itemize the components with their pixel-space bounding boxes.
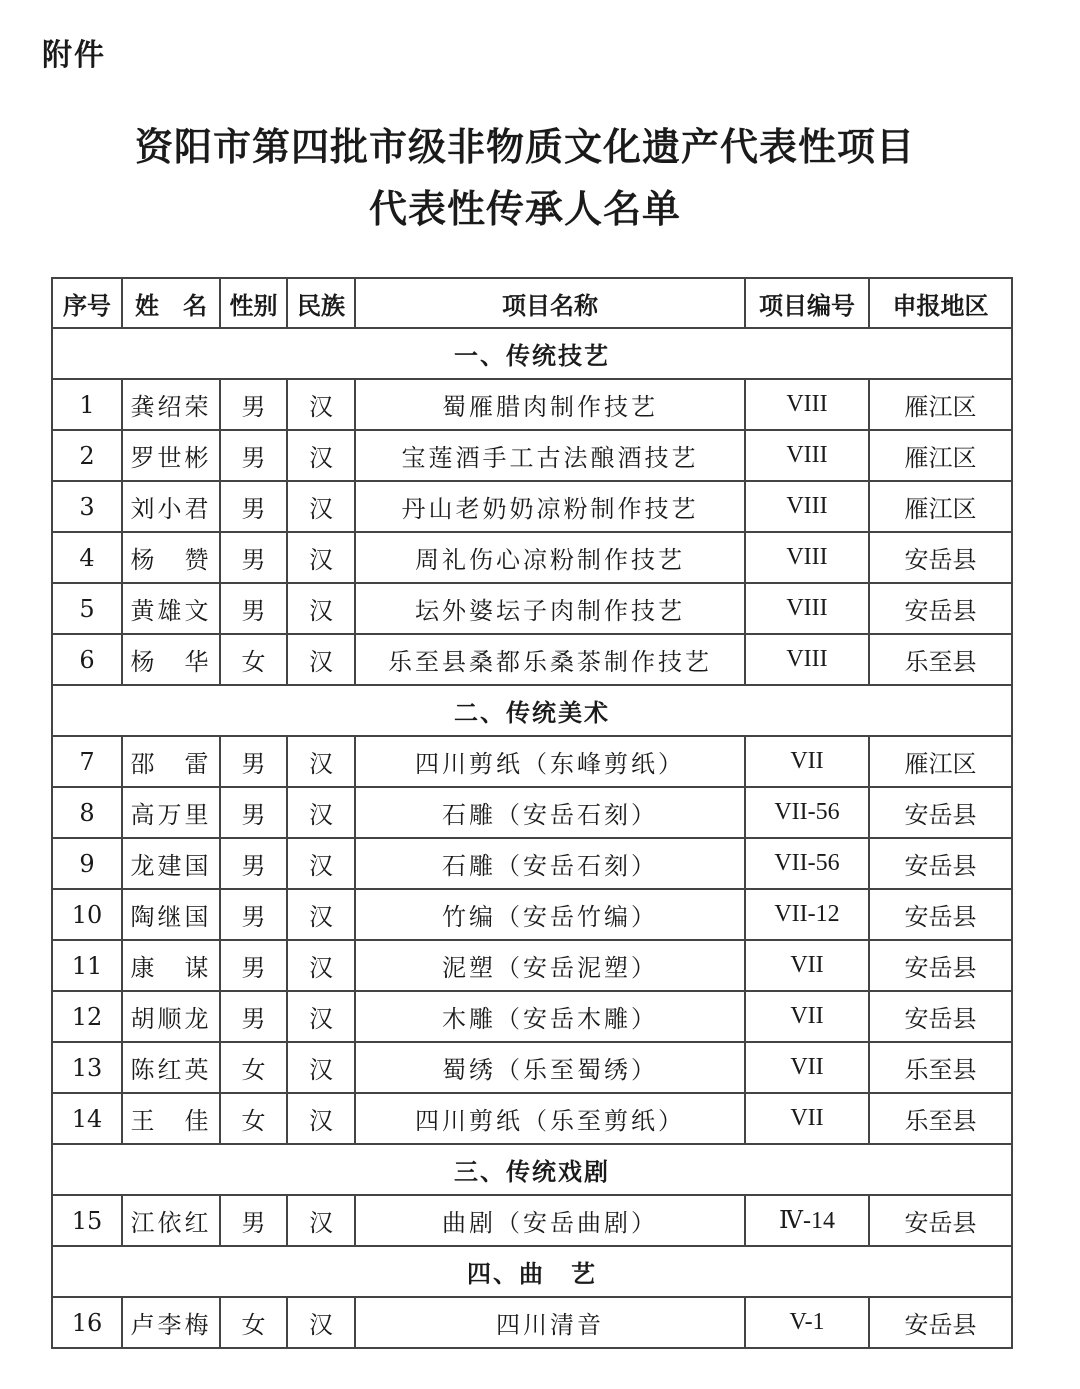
cell-number: 7 [52, 736, 122, 787]
cell-gender: 女 [220, 634, 287, 685]
cell-region: 乐至县 [869, 1042, 1012, 1093]
column-header-ethnicity: 民族 [287, 278, 355, 328]
cell-name: 刘小君 [122, 481, 220, 532]
cell-number: 5 [52, 583, 122, 634]
cell-gender: 女 [220, 1297, 287, 1348]
cell-project: 四川剪纸（乐至剪纸） [355, 1093, 745, 1144]
table-row [52, 430, 1012, 481]
cell-region: 安岳县 [869, 583, 1012, 634]
cell-number: 16 [52, 1297, 122, 1348]
cell-code: VIII [745, 532, 869, 583]
cell-project: 曲剧（安岳曲剧） [355, 1195, 745, 1246]
cell-gender: 男 [220, 736, 287, 787]
table-row [52, 1093, 1012, 1144]
cell-code: VII [745, 991, 869, 1042]
category-row [52, 685, 1012, 736]
cell-project: 乐至县桑都乐桑茶制作技艺 [355, 634, 745, 685]
cell-region: 安岳县 [869, 940, 1012, 991]
cell-code: VII-12 [745, 889, 869, 940]
cell-project: 四川清音 [355, 1297, 745, 1348]
cell-code: VII-56 [745, 838, 869, 889]
cell-name: 王 佳 [122, 1093, 220, 1144]
cell-number: 4 [52, 532, 122, 583]
table-row [52, 787, 1012, 838]
cell-gender: 男 [220, 889, 287, 940]
cell-project: 石雕（安岳石刻） [355, 787, 745, 838]
cell-gender: 女 [220, 1093, 287, 1144]
cell-project: 木雕（安岳木雕） [355, 991, 745, 1042]
table-row [52, 1042, 1012, 1093]
cell-code: VIII [745, 634, 869, 685]
cell-project: 蜀绣（乐至蜀绣） [355, 1042, 745, 1093]
cell-region: 雁江区 [869, 736, 1012, 787]
cell-region: 安岳县 [869, 838, 1012, 889]
cell-code: VII [745, 736, 869, 787]
cell-ethnicity: 汉 [287, 1042, 355, 1093]
cell-name: 卢李梅 [122, 1297, 220, 1348]
cell-gender: 男 [220, 379, 287, 430]
cell-gender: 男 [220, 583, 287, 634]
cell-gender: 男 [220, 1195, 287, 1246]
category-row [52, 328, 1012, 379]
column-header-project: 项目名称 [355, 278, 745, 328]
cell-name: 高万里 [122, 787, 220, 838]
cell-project: 四川剪纸（东峰剪纸） [355, 736, 745, 787]
cell-ethnicity: 汉 [287, 532, 355, 583]
table-row [52, 1195, 1012, 1246]
cell-region: 安岳县 [869, 1195, 1012, 1246]
document-title-line2: 代表性传承人名单 [368, 186, 681, 231]
cell-gender: 女 [220, 1042, 287, 1093]
cell-number: 9 [52, 838, 122, 889]
cell-ethnicity: 汉 [287, 838, 355, 889]
cell-project: 泥塑（安岳泥塑） [355, 940, 745, 991]
cell-ethnicity: 汉 [287, 889, 355, 940]
cell-ethnicity: 汉 [287, 634, 355, 685]
table-header-row [52, 278, 1012, 328]
cell-code: VIII [745, 583, 869, 634]
cell-name: 杨 华 [122, 634, 220, 685]
column-header-name: 姓 名 [122, 278, 220, 328]
table-row [52, 634, 1012, 685]
cell-ethnicity: 汉 [287, 940, 355, 991]
category-title: 一、传统技艺 [52, 328, 1012, 379]
cell-code: VIII [745, 430, 869, 481]
column-header-gender: 性别 [220, 278, 287, 328]
cell-number: 15 [52, 1195, 122, 1246]
cell-number: 10 [52, 889, 122, 940]
cell-ethnicity: 汉 [287, 481, 355, 532]
cell-region: 安岳县 [869, 889, 1012, 940]
table-row [52, 991, 1012, 1042]
table-row [52, 481, 1012, 532]
cell-region: 雁江区 [869, 481, 1012, 532]
cell-ethnicity: 汉 [287, 736, 355, 787]
cell-region: 安岳县 [869, 787, 1012, 838]
cell-number: 13 [52, 1042, 122, 1093]
cell-ethnicity: 汉 [287, 1093, 355, 1144]
cell-name: 胡顺龙 [122, 991, 220, 1042]
category-title: 四、曲 艺 [52, 1246, 1012, 1297]
cell-gender: 男 [220, 940, 287, 991]
cell-region: 安岳县 [869, 1297, 1012, 1348]
cell-number: 14 [52, 1093, 122, 1144]
table-row [52, 583, 1012, 634]
cell-region: 安岳县 [869, 532, 1012, 583]
cell-code: Ⅳ-14 [745, 1195, 869, 1246]
cell-code: VII [745, 1042, 869, 1093]
cell-project: 宝莲酒手工古法酿酒技艺 [355, 430, 745, 481]
cell-gender: 男 [220, 532, 287, 583]
cell-code: VII [745, 1093, 869, 1144]
cell-project: 竹编（安岳竹编） [355, 889, 745, 940]
cell-number: 1 [52, 379, 122, 430]
table-row [52, 838, 1012, 889]
cell-code: VIII [745, 379, 869, 430]
category-title: 二、传统美术 [52, 685, 1012, 736]
cell-gender: 男 [220, 838, 287, 889]
cell-number: 8 [52, 787, 122, 838]
table-row [52, 532, 1012, 583]
attachment-label: 附件 [42, 38, 106, 73]
cell-code: VIII [745, 481, 869, 532]
cell-gender: 男 [220, 481, 287, 532]
cell-project: 丹山老奶奶凉粉制作技艺 [355, 481, 745, 532]
cell-region: 乐至县 [869, 634, 1012, 685]
cell-name: 杨 赞 [122, 532, 220, 583]
cell-ethnicity: 汉 [287, 379, 355, 430]
table-row [52, 889, 1012, 940]
cell-number: 11 [52, 940, 122, 991]
cell-ethnicity: 汉 [287, 1297, 355, 1348]
cell-name: 邵 雷 [122, 736, 220, 787]
category-row [52, 1246, 1012, 1297]
column-header-number: 序号 [52, 278, 122, 328]
category-row [52, 1144, 1012, 1195]
cell-ethnicity: 汉 [287, 430, 355, 481]
cell-name: 黄雄文 [122, 583, 220, 634]
cell-project: 周礼伤心凉粉制作技艺 [355, 532, 745, 583]
cell-region: 安岳县 [869, 991, 1012, 1042]
cell-number: 3 [52, 481, 122, 532]
cell-gender: 男 [220, 991, 287, 1042]
cell-project: 蜀雁腊肉制作技艺 [355, 379, 745, 430]
inheritor-table [51, 277, 1013, 1349]
table-row [52, 379, 1012, 430]
cell-name: 龙建国 [122, 838, 220, 889]
cell-ethnicity: 汉 [287, 1195, 355, 1246]
cell-number: 12 [52, 991, 122, 1042]
cell-code: V-1 [745, 1297, 869, 1348]
cell-name: 陶继国 [122, 889, 220, 940]
cell-name: 陈红英 [122, 1042, 220, 1093]
category-title: 三、传统戏剧 [52, 1144, 1012, 1195]
cell-name: 江依红 [122, 1195, 220, 1246]
cell-number: 6 [52, 634, 122, 685]
cell-region: 雁江区 [869, 379, 1012, 430]
cell-region: 乐至县 [869, 1093, 1012, 1144]
cell-region: 雁江区 [869, 430, 1012, 481]
cell-gender: 男 [220, 430, 287, 481]
cell-gender: 男 [220, 787, 287, 838]
cell-number: 2 [52, 430, 122, 481]
table-body [52, 328, 1012, 1348]
cell-ethnicity: 汉 [287, 583, 355, 634]
cell-project: 坛外婆坛子肉制作技艺 [355, 583, 745, 634]
cell-name: 龚绍荣 [122, 379, 220, 430]
cell-ethnicity: 汉 [287, 991, 355, 1042]
column-header-code: 项目编号 [745, 278, 869, 328]
cell-project: 石雕（安岳石刻） [355, 838, 745, 889]
cell-name: 康 谋 [122, 940, 220, 991]
document-title-line1: 资阳市第四批市级非物质文化遗产代表性项目 [134, 124, 915, 169]
cell-name: 罗世彬 [122, 430, 220, 481]
table-row [52, 1297, 1012, 1348]
cell-code: VII [745, 940, 869, 991]
column-header-region: 申报地区 [869, 278, 1012, 328]
table-row [52, 736, 1012, 787]
cell-code: VII-56 [745, 787, 869, 838]
table-row [52, 940, 1012, 991]
cell-ethnicity: 汉 [287, 787, 355, 838]
